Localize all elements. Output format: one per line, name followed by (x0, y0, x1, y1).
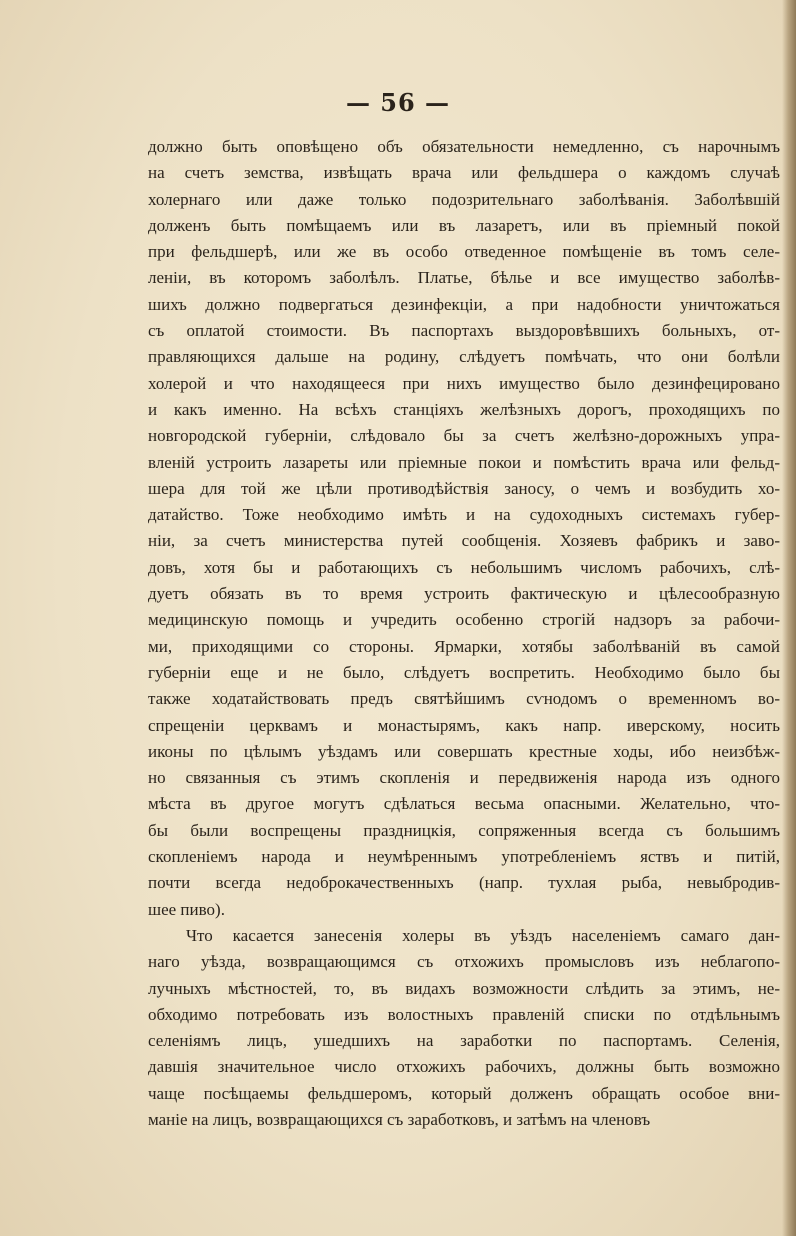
text-line: мѣста въ другое могутъ сдѣлаться весьма опасными. Желательно, что- (148, 794, 780, 814)
text-line: бы были воспрещены праздницкія, сопряженныя всегда съ большимъ (148, 820, 780, 840)
text-line: на счетъ земства, извѣщать врача или фельдшера о каждомъ случаѣ (148, 163, 780, 183)
text-line: Что касается занесенія холеры въ уѣздъ населеніемъ самаго дан- (186, 925, 780, 945)
text-line: скопленіемъ народа и неумѣреннымъ употребленіемъ яствъ и питій, (148, 847, 780, 867)
text-line: довъ, хотя бы и работающихъ съ небольшимъ числомъ рабочихъ, слѣ- (148, 557, 780, 577)
text-line: леніи, въ которомъ заболѣлъ. Платье, бѣлье и все имущество заболѣв- (148, 268, 780, 288)
text-line: правляющихся дальше на родину, слѣдуетъ помѣчать, что они болѣли (148, 347, 780, 367)
text-line: спрещеніи церквамъ и монастырямъ, какъ напр. иверскому, носить (148, 715, 780, 735)
text-line: новгородской губерніи, слѣдовало бы за счетъ желѣзно-дорожныхъ упра- (148, 426, 780, 446)
text-line: должно быть оповѣщено объ обязательности немедленно, съ нарочнымъ (148, 137, 780, 156)
text-line: лучныхъ мѣстностей, то, въ видахъ возможности слѣдить за этимъ, не- (148, 978, 780, 998)
text-line: губерніи еще и не было, слѣдуетъ воспретить. Необходимо было бы (148, 662, 780, 682)
page-number: — 56 — (345, 88, 451, 117)
text-line: также ходатайствовать предъ святѣйшимъ сѵнодомъ о временномъ во- (148, 689, 780, 709)
text-line: шера для той же цѣли противодѣйствія заносу, о чемъ и возбудить хо- (148, 478, 780, 498)
text-line: и какъ именно. На всѣхъ станціяхъ желѣзныхъ дорогъ, проходящихъ по (148, 399, 780, 419)
text-line: холернаго или даже только подозрительнаго заболѣванія. Заболѣвшій (148, 189, 780, 209)
text-line: давшія значительное число отхожихъ рабочихъ, должны быть возможно (148, 1057, 780, 1077)
text-line: ми, приходящими со стороны. Ярмарки, хотябы заболѣваній въ самой (148, 636, 780, 656)
text-line: медицинскую помощь и учредить особенно строгій надзоръ за рабочи- (148, 610, 780, 630)
body-text (148, 134, 780, 1133)
text-line: вленій устроить лазареты или пріемные покои и помѣстить врача или фельд- (148, 452, 780, 472)
text-line: чаще посѣщаемы фельдшеромъ, который долженъ обращать особое вни- (148, 1083, 780, 1103)
text-line: обходимо потребовать изъ волостныхъ правленій списки по отдѣльнымъ (148, 1004, 780, 1024)
text-line: но связанныя съ этимъ скопленія и передвиженія народа изъ одного (148, 768, 780, 788)
text-line: съ оплатой стоимости. Въ паспортахъ выздоровѣвшихъ больныхъ, от- (148, 321, 780, 341)
text-line: холерой и что находящееся при нихъ имущество было дезинфецировано (148, 373, 780, 393)
text-line: шихъ должно подвергаться дезинфекціи, а при надобности уничтожаться (148, 294, 780, 314)
text-line: долженъ быть помѣщаемъ или въ лазаретъ, или въ пріемный покой (148, 215, 780, 235)
text-line: иконы по цѣлымъ уѣздамъ или совершать крестные ходы, ибо неизбѣж- (148, 741, 780, 761)
text-line: при фельдшерѣ, или же въ особо отведенное помѣщеніе въ томъ селе- (148, 242, 780, 262)
text-line: дуетъ обязать въ то время устроить фактическую и цѣлесообразную (148, 584, 780, 604)
text-line: ніи, за счетъ министерства путей сообщенія. Хозяевъ фабрикъ и заво- (148, 531, 780, 551)
text-line: селеніямъ лицъ, ушедшихъ на заработки по паспортамъ. Селенія, (148, 1031, 780, 1051)
text-line: наго уѣзда, возвращающимся съ отхожихъ промысловъ изъ неблагопо- (148, 952, 780, 972)
page-edge-shadow (782, 0, 796, 1236)
text-line: почти всегда недоброкачественныхъ (напр. тухлая рыба, невыбродив- (148, 873, 780, 893)
text-line: маніе на лицъ, возвращающихся съ заработковъ, и затѣмъ на членовъ (148, 1109, 651, 1129)
text-line: шее пиво). (148, 899, 225, 919)
text-line: датайство. Тоже необходимо имѣть и на судоходныхъ системахъ губер- (148, 505, 780, 525)
